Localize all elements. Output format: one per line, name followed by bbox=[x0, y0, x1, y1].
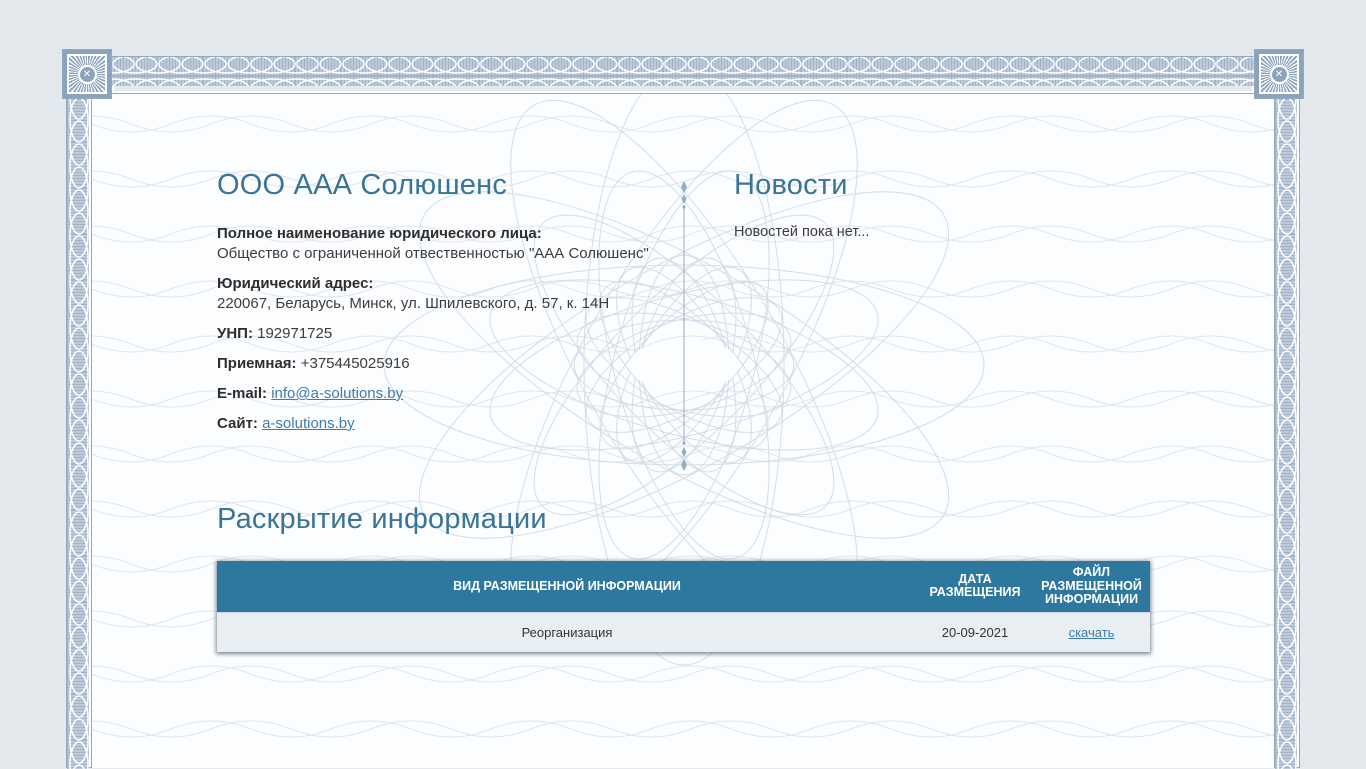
company-address bbox=[217, 274, 737, 314]
company-title: ООО ААА Солюшенс bbox=[217, 169, 508, 201]
rosette-center-icon: ✕ bbox=[78, 65, 97, 84]
table-row bbox=[217, 612, 1150, 652]
news-section bbox=[734, 168, 1164, 240]
field-label: УНП: bbox=[217, 325, 253, 342]
corner-rosette-icon bbox=[1255, 50, 1303, 98]
company-full-name bbox=[217, 224, 737, 264]
company-info-section bbox=[217, 168, 737, 444]
table-header-row bbox=[217, 561, 1150, 612]
field-value: +375445025916 bbox=[300, 355, 410, 372]
column-header-file: ФАЙЛ РАЗМЕЩЕННОЙ ИНФОРМАЦИИ bbox=[1033, 561, 1150, 612]
company-unp bbox=[217, 324, 737, 344]
field-label: E-mail: bbox=[217, 385, 268, 402]
column-header-type: ВИД РАЗМЕЩЕННОЙ ИНФОРМАЦИИ bbox=[217, 561, 917, 612]
site-link[interactable]: a-solutions.by bbox=[262, 415, 355, 432]
cell-info-type: Реорганизация bbox=[521, 624, 613, 640]
company-phone bbox=[217, 354, 737, 374]
border-band-top-icon bbox=[111, 56, 1255, 94]
download-link[interactable]: скачать bbox=[1068, 624, 1115, 640]
field-label: Сайт: bbox=[217, 415, 258, 432]
company-email bbox=[217, 384, 737, 404]
cell-date: 20-09-2021 bbox=[941, 624, 1009, 640]
field-label: Полное наименование юридического лица: bbox=[217, 225, 542, 242]
border-band-left-icon bbox=[66, 96, 92, 768]
email-link[interactable]: info@a-solutions.by bbox=[271, 385, 404, 402]
disclosure-section bbox=[217, 502, 1150, 652]
page-content bbox=[91, 94, 1275, 768]
field-value: 220067, Беларусь, Минск, ул. Шпилевского, д. 57, к. 14Н bbox=[217, 295, 610, 312]
field-value: Общество с ограниченной отвественностью "ААА Солюшенс" bbox=[217, 245, 649, 262]
border-band-right-icon bbox=[1274, 96, 1300, 768]
field-label: Приемная: bbox=[217, 355, 297, 372]
disclosure-title: Раскрытие информации bbox=[217, 503, 547, 535]
certificate-frame bbox=[63, 50, 1303, 768]
field-value: 192971725 bbox=[257, 325, 333, 342]
corner-rosette-icon bbox=[63, 50, 111, 98]
column-header-date: ДАТА РАЗМЕЩЕНИЯ bbox=[917, 561, 1033, 612]
rosette-center-icon: ✕ bbox=[1270, 65, 1289, 84]
news-empty-text: Новостей пока нет... bbox=[734, 224, 870, 240]
news-title: Новости bbox=[734, 169, 848, 201]
disclosure-table bbox=[217, 561, 1150, 652]
cell-file bbox=[1033, 612, 1150, 652]
field-label: Юридический адрес: bbox=[217, 275, 374, 292]
company-site bbox=[217, 414, 737, 434]
